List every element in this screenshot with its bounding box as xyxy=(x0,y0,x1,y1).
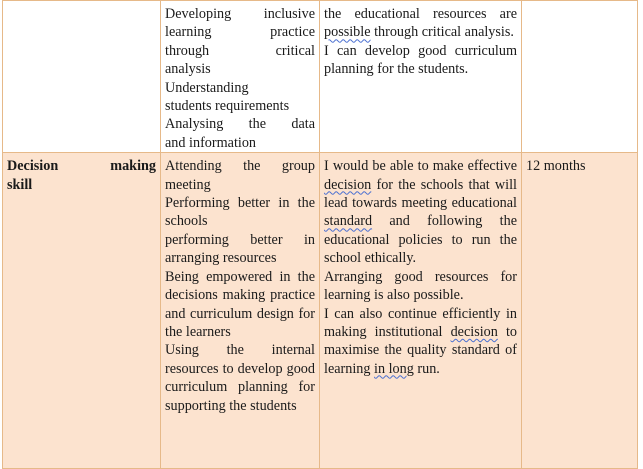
outcome-paragraph xyxy=(324,305,517,379)
outcome-paragraph: Arranging good resources for learning is also possible. xyxy=(324,268,517,304)
outcomes-cell xyxy=(320,153,522,469)
activities-cell xyxy=(161,153,320,469)
text-line: learning practice xyxy=(165,24,315,41)
spellcheck-word: possible xyxy=(324,24,371,41)
spellcheck-word: standard xyxy=(324,213,373,230)
text-line: Understanding xyxy=(165,79,249,96)
text-line: and information xyxy=(165,134,257,151)
text-run: I can also continue efficiently in making institutional xyxy=(324,305,517,340)
outcome-paragraph: I can develop good curriculum planning for the students. xyxy=(324,42,517,78)
spellcheck-word: decision xyxy=(324,176,372,193)
outcome-paragraph xyxy=(324,157,517,267)
outcomes-cell xyxy=(320,1,522,153)
table-row xyxy=(3,153,638,469)
activity-item: Being empowered in the decisions making practice and curriculum design for the learners xyxy=(165,268,315,340)
text-run: for the schools that will lead towards meeting educational xyxy=(324,176,517,212)
skill-name-line: skill xyxy=(7,176,33,193)
text-run: I would be able to make effective xyxy=(324,158,517,175)
text-run: through critical analysis. xyxy=(370,24,514,41)
text-line: students requirements xyxy=(165,98,290,115)
skill-name-line: Decision making xyxy=(7,158,156,175)
activity-item: Attending the group meeting xyxy=(165,158,315,193)
activity-item: Using the internal resources to develop good curriculum planning for supporting the students xyxy=(165,342,315,414)
outcome-paragraph xyxy=(324,5,517,42)
timeframe-cell xyxy=(522,1,638,153)
spellcheck-word: in long xyxy=(374,360,414,377)
spellcheck-word: decision xyxy=(450,323,498,340)
timeframe-cell: 12 months xyxy=(522,153,638,469)
activities-cell xyxy=(161,1,320,153)
development-plan-table xyxy=(2,0,638,469)
text-line: analysis xyxy=(165,61,211,78)
text-line: through critical xyxy=(165,42,315,59)
skill-cell xyxy=(3,1,161,153)
activity-item: performing better in arranging resources xyxy=(165,231,315,267)
text-run: the educational resources are xyxy=(324,6,517,22)
table-row xyxy=(3,1,638,153)
text-run: and following the educational policies to run the school ethically. xyxy=(324,213,517,267)
activity-item: Performing better in the schools xyxy=(165,195,315,230)
text-run: run. xyxy=(413,360,440,377)
text-line: Analysing the data xyxy=(165,116,315,133)
skill-cell xyxy=(3,153,161,469)
text-run: to maximise the quality standard of learning xyxy=(324,323,517,377)
text-line: Developing inclusive xyxy=(165,6,315,22)
